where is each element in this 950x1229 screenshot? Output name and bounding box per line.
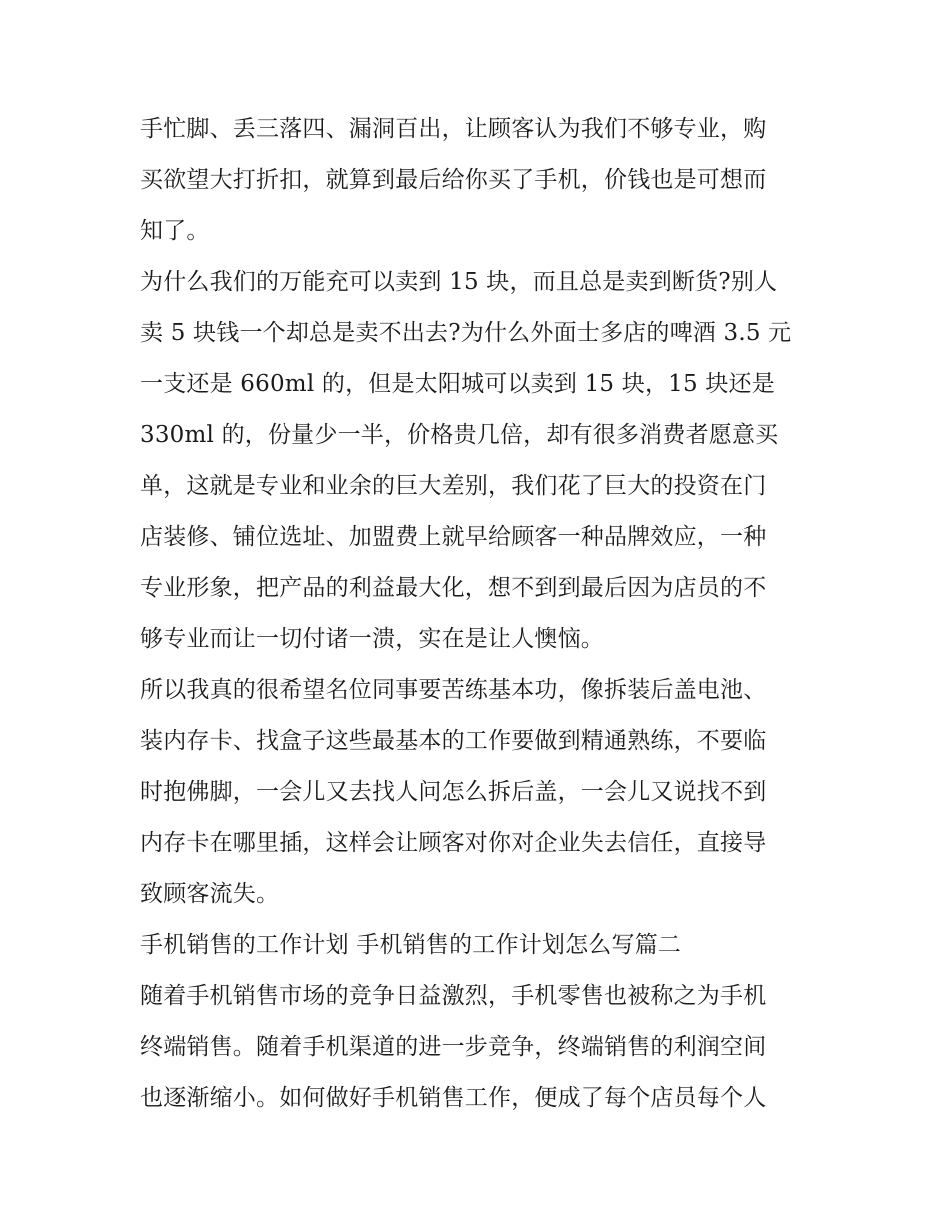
text-line: 也逐渐缩小。如何做好手机销售工作，便成了每个店员每个人 (140, 1085, 767, 1111)
text-line: 终端销售。随着手机渠道的进一步竞争，终端销售的利润空间 (140, 1034, 767, 1060)
text-line: 所以我真的很希望名位同事要苦练基本功，像拆装后盖电池、 (140, 677, 767, 703)
text-line: 手忙脚、丢三落四、漏洞百出，让顾客认为我们不够专业，购 (140, 116, 767, 142)
paragraph-3 (140, 665, 812, 920)
text-line: 一支还是 660ml 的，但是太阳城可以卖到 15 块，15 块还是 (140, 371, 775, 397)
text-line: 卖 5 块钱一个却总是卖不出去?为什么外面士多店的啤酒 3.5 元 (140, 320, 792, 346)
paragraph-2 (140, 257, 812, 665)
text-line: 店装修、铺位选址、加盟费上就早给顾客一种品牌效应，一种 (140, 524, 767, 550)
text-line: 随着手机销售市场的竞争日益激烈，手机零售也被称之为手机 (140, 983, 767, 1009)
text-line: 专业形象，把产品的利益最大化，想不到到最后因为店员的不 (140, 575, 767, 601)
text-line: 时抱佛脚，一会儿又去找人问怎么拆后盖，一会儿又说找不到 (140, 779, 767, 805)
heading-line: 手机销售的工作计划 手机销售的工作计划怎么写篇二 (140, 932, 682, 958)
text-line: 为什么我们的万能充可以卖到 15 块，而且总是卖到断货?别人 (140, 269, 778, 295)
text-line: 买欲望大打折扣，就算到最后给你买了手机，价钱也是可想而 (140, 167, 767, 193)
paragraph-5 (140, 971, 812, 1124)
paragraph-1 (140, 104, 812, 257)
text-line: 装内存卡、找盒子这些最基本的工作要做到精通熟练，不要临 (140, 728, 767, 754)
document-body (140, 104, 812, 1124)
text-line: 知了。 (140, 218, 210, 244)
section-heading (140, 920, 812, 971)
text-line: 330ml 的，份量少一半，价格贵几倍，却有很多消费者愿意买 (140, 422, 779, 448)
text-line: 够专业而让一切付诸一溃，实在是让人懊恼。 (140, 626, 604, 652)
text-line: 单，这就是专业和业余的巨大差别，我们花了巨大的投资在门 (140, 473, 767, 499)
text-line: 内存卡在哪里插，这样会让顾客对你对企业失去信任，直接导 (140, 830, 767, 856)
text-line: 致顾客流失。 (140, 881, 280, 907)
